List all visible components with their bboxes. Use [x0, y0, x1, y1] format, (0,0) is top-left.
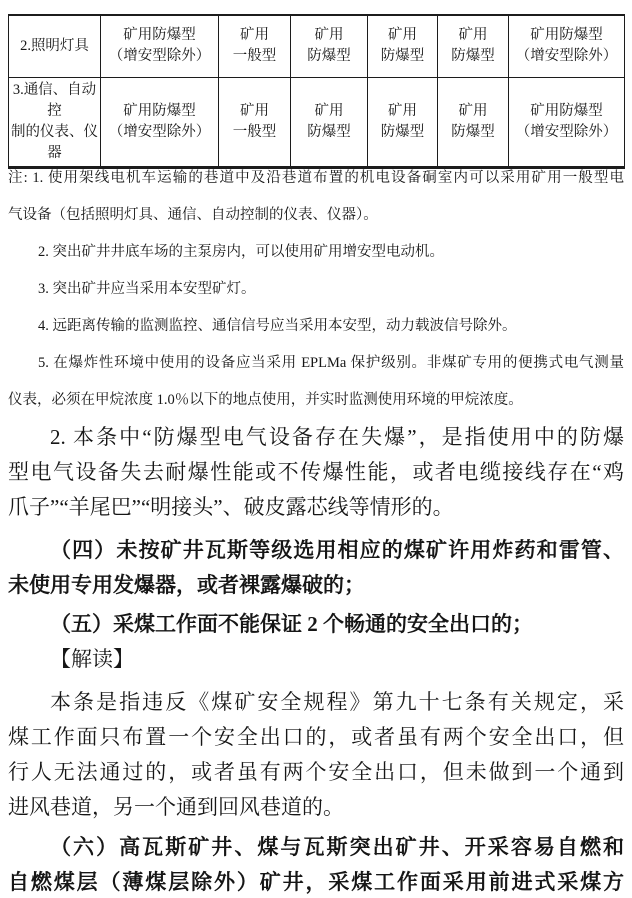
- table-cell: 矿用 一般型: [219, 15, 291, 77]
- body-line: 煤工作面只布置一个安全出口的，或者虽有两个安全出口，但: [8, 725, 624, 749]
- note-line: 4. 远距离传输的监测监控、通信信号应当采用本安型，动力载波信号除外。: [38, 318, 517, 334]
- body-line: （六）高瓦斯矿井、煤与瓦斯突出矿井、开采容易自燃和: [50, 835, 624, 859]
- note-line: 2. 突出矿井井底车场的主泵房内，可以使用矿用增安型电动机。: [38, 244, 444, 260]
- table-cell: 2.照明灯具: [9, 15, 101, 77]
- table-cell: 矿用 防爆型: [291, 15, 368, 77]
- note-line: 仪表，必须在甲烷浓度 1.0％以下的地点使用，并实时监测使用环境的甲烷浓度。: [8, 392, 523, 408]
- table-row: [9, 77, 625, 167]
- body-line: 2. 本条中“防爆型电气设备存在失爆”，是指使用中的防爆: [50, 425, 624, 449]
- body-line: 行人无法通过的，或者虽有两个安全出口，但未做到一个通到: [8, 760, 624, 784]
- table-cell: 矿用防爆型 （增安型除外）: [101, 77, 219, 167]
- body-line: 【解读】: [50, 647, 134, 671]
- body-line: 爪子”“羊尾巴”“明接头”、破皮露芯线等情形的。: [8, 495, 454, 519]
- note-line: 气设备（包括照明灯具、通信、自动控制的仪表、仪器）。: [8, 207, 378, 223]
- table-cell: 矿用 防爆型: [291, 77, 368, 167]
- table-cell: 矿用 一般型: [219, 77, 291, 167]
- table-cell: 矿用防爆型 （增安型除外）: [509, 15, 625, 77]
- body-line: 本条是指违反《煤矿安全规程》第九十七条有关规定，采: [50, 690, 624, 714]
- equipment-explosion-proof-type-table: [8, 14, 625, 169]
- body-line: 自燃煤层（薄煤层除外）矿井，采煤工作面采用前进式采煤方: [8, 870, 624, 894]
- table-cell: 矿用防爆型 （增安型除外）: [101, 15, 219, 77]
- body-line: （四）未按矿井瓦斯等级选用相应的煤矿许用炸药和雷管、: [50, 538, 624, 562]
- body-line: （五）采煤工作面不能保证 2 个畅通的安全出口的；: [50, 612, 533, 636]
- table-notes-section: [8, 160, 624, 419]
- body-line: 进风巷道，另一个通到回风巷道的。: [8, 795, 344, 819]
- body-line: 型电气设备失去耐爆性能或不传爆性能，或者电缆接线存在“鸡: [8, 460, 624, 484]
- note-line: 3. 突出矿井应当采用本安型矿灯。: [38, 281, 256, 297]
- table-cell: 矿用 防爆型: [368, 15, 438, 77]
- table-cell: 矿用防爆型 （增安型除外）: [509, 77, 625, 167]
- body-line: 未使用专用发爆器，或者裸露爆破的；: [8, 573, 365, 597]
- table-cell: 矿用 防爆型: [368, 77, 438, 167]
- table-row: [9, 15, 625, 77]
- body-text-section: [8, 420, 624, 898]
- table-cell: 3.通信、自动控 制的仪表、仪器: [9, 77, 101, 167]
- note-line: 注: 1. 使用架线电机车运输的巷道中及沿巷道布置的机电设备硐室内可以采用矿用一般型电: [8, 170, 624, 186]
- note-line: 5. 在爆炸性环境中使用的设备应当采用 EPLMa 保护级别。非煤矿专用的便携式电气测量: [38, 355, 624, 371]
- table-cell: 矿用 防爆型: [438, 15, 509, 77]
- table-cell: 矿用 防爆型: [438, 77, 509, 167]
